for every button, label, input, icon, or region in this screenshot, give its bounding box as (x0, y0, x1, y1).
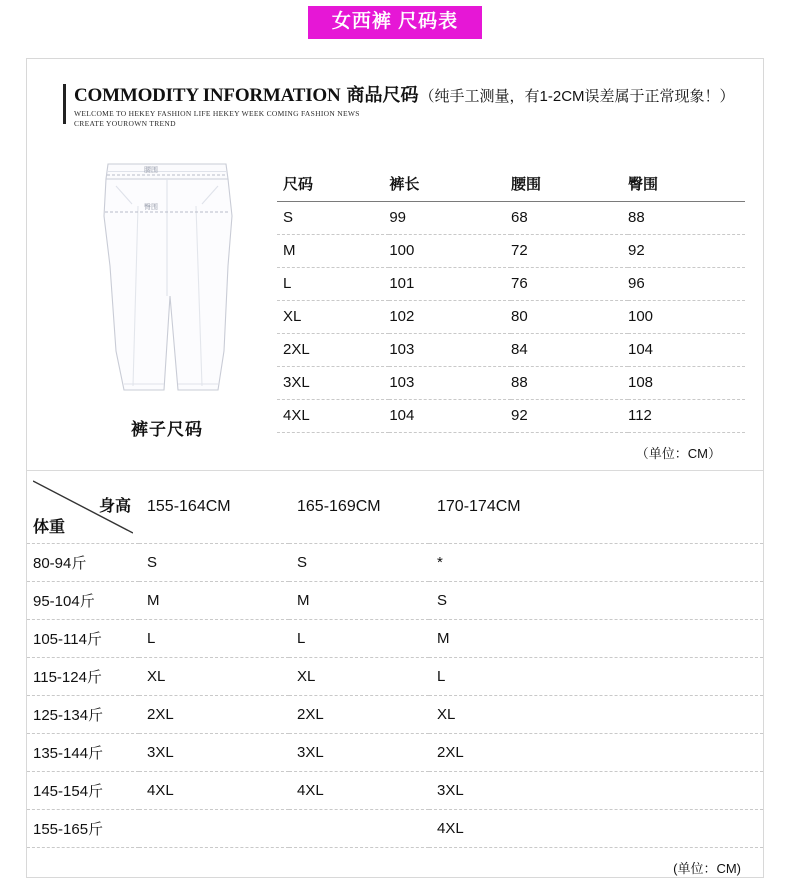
col-waist: 腰围 (511, 166, 628, 202)
table-row (277, 235, 745, 268)
upper-section (27, 146, 763, 462)
reco-table-unit-note: (单位：CM) (673, 860, 741, 876)
table-row (27, 657, 763, 695)
reco-size: M (289, 581, 429, 619)
weight-range: 105-114斤 (27, 619, 139, 657)
illustration-caption: 裤子尺码 (131, 420, 203, 439)
size-table-unit-note: （单位：CM） (635, 446, 721, 461)
table-row (27, 733, 763, 771)
cell-hip: 88 (628, 202, 745, 235)
header-subline-2: CREATE YOUROWN TREND (74, 119, 176, 128)
reco-size: XL (139, 657, 289, 695)
reco-size: 4XL (429, 809, 763, 847)
svg-text:臀围: 臀围 (144, 203, 158, 211)
reco-size: 2XL (289, 695, 429, 733)
illustration-column (27, 146, 277, 462)
reco-size: L (429, 657, 763, 695)
cell-waist: 80 (511, 301, 628, 334)
weight-range: 95-104斤 (27, 581, 139, 619)
reco-size: 3XL (429, 771, 763, 809)
cell-waist: 72 (511, 235, 628, 268)
cell-size: 3XL (277, 367, 389, 400)
table-row (27, 581, 763, 619)
cell-hip: 104 (628, 334, 745, 367)
reco-size: S (139, 543, 289, 581)
accent-bar (63, 84, 66, 124)
table-row (277, 334, 745, 367)
title-banner-wrap (0, 0, 790, 39)
height-col-2: 165-169CM (289, 471, 429, 543)
table-row (277, 367, 745, 400)
cell-size: S (277, 202, 389, 235)
cell-pant-length: 103 (389, 334, 511, 367)
cell-pant-length: 103 (389, 367, 511, 400)
cell-waist: 84 (511, 334, 628, 367)
cell-pant-length: 102 (389, 301, 511, 334)
height-col-3: 170-174CM (429, 471, 763, 543)
reco-size (139, 809, 289, 847)
cell-size: 2XL (277, 334, 389, 367)
reco-size: * (429, 543, 763, 581)
cell-size: 4XL (277, 400, 389, 433)
reco-size: S (289, 543, 429, 581)
axis-label-height: 身高 (98, 498, 131, 515)
size-table-column (277, 146, 763, 462)
col-size: 尺码 (277, 166, 389, 202)
reco-size: L (139, 619, 289, 657)
reco-header-row (27, 471, 763, 543)
size-table-header-row (277, 166, 745, 202)
table-row (27, 543, 763, 581)
cell-waist: 76 (511, 268, 628, 301)
table-row (27, 619, 763, 657)
cell-waist: 92 (511, 400, 628, 433)
reco-size (289, 809, 429, 847)
recommendation-table (27, 471, 763, 848)
cell-hip: 100 (628, 301, 745, 334)
commodity-information-en: COMMODITY INFORMATION (74, 85, 341, 106)
reco-size: 3XL (139, 733, 289, 771)
size-table (277, 166, 745, 433)
cell-size: L (277, 268, 389, 301)
reco-size: XL (429, 695, 763, 733)
header-title-row (74, 81, 735, 107)
reco-size: XL (289, 657, 429, 695)
table-row (277, 268, 745, 301)
cell-pant-length: 101 (389, 268, 511, 301)
cell-hip: 108 (628, 367, 745, 400)
col-hip: 臀围 (628, 166, 745, 202)
axis-corner-cell (27, 471, 139, 543)
table-row (277, 202, 745, 235)
reco-size: S (429, 581, 763, 619)
measurement-note: （纯手工测量，有1-2CM误差属于正常现象！） (419, 88, 735, 105)
table-row (27, 695, 763, 733)
weight-range: 135-144斤 (27, 733, 139, 771)
table-row (27, 771, 763, 809)
axis-label-weight: 体重 (33, 518, 66, 536)
svg-text:腰围: 腰围 (144, 166, 158, 174)
cell-hip: 92 (628, 235, 745, 268)
weight-range: 145-154斤 (27, 771, 139, 809)
header-text-column (74, 81, 735, 128)
reco-size: 4XL (289, 771, 429, 809)
reco-size: M (429, 619, 763, 657)
reco-size: 4XL (139, 771, 289, 809)
table-row (27, 809, 763, 847)
recommendation-section (27, 471, 763, 877)
weight-range: 80-94斤 (27, 543, 139, 581)
reco-size: L (289, 619, 429, 657)
weight-range: 115-124斤 (27, 657, 139, 695)
cell-pant-length: 104 (389, 400, 511, 433)
commodity-information-cn: 商品尺码 (346, 85, 419, 105)
table-row (277, 301, 745, 334)
reco-size: 2XL (429, 733, 763, 771)
table-row (277, 400, 745, 433)
header-subline-1: WELCOME TO HEKEY FASHION LIFE HEKEY WEEK COMING FASHION NEWS (74, 109, 360, 118)
col-pant-length: 裤长 (389, 166, 511, 202)
pants-svg (78, 146, 256, 401)
reco-size: 2XL (139, 695, 289, 733)
content-frame (26, 58, 764, 878)
cell-pant-length: 99 (389, 202, 511, 235)
reco-size: 3XL (289, 733, 429, 771)
weight-range: 125-134斤 (27, 695, 139, 733)
cell-waist: 68 (511, 202, 628, 235)
commodity-information-header (63, 81, 763, 128)
height-col-1: 155-164CM (139, 471, 289, 543)
cell-size: M (277, 235, 389, 268)
reco-size: M (139, 581, 289, 619)
cell-size: XL (277, 301, 389, 334)
weight-range: 155-165斤 (27, 809, 139, 847)
page-title: 女西裤 尺码表 (308, 6, 482, 39)
cell-hip: 96 (628, 268, 745, 301)
pants-diagram (78, 146, 256, 401)
cell-hip: 112 (628, 400, 745, 433)
cell-waist: 88 (511, 367, 628, 400)
cell-pant-length: 100 (389, 235, 511, 268)
